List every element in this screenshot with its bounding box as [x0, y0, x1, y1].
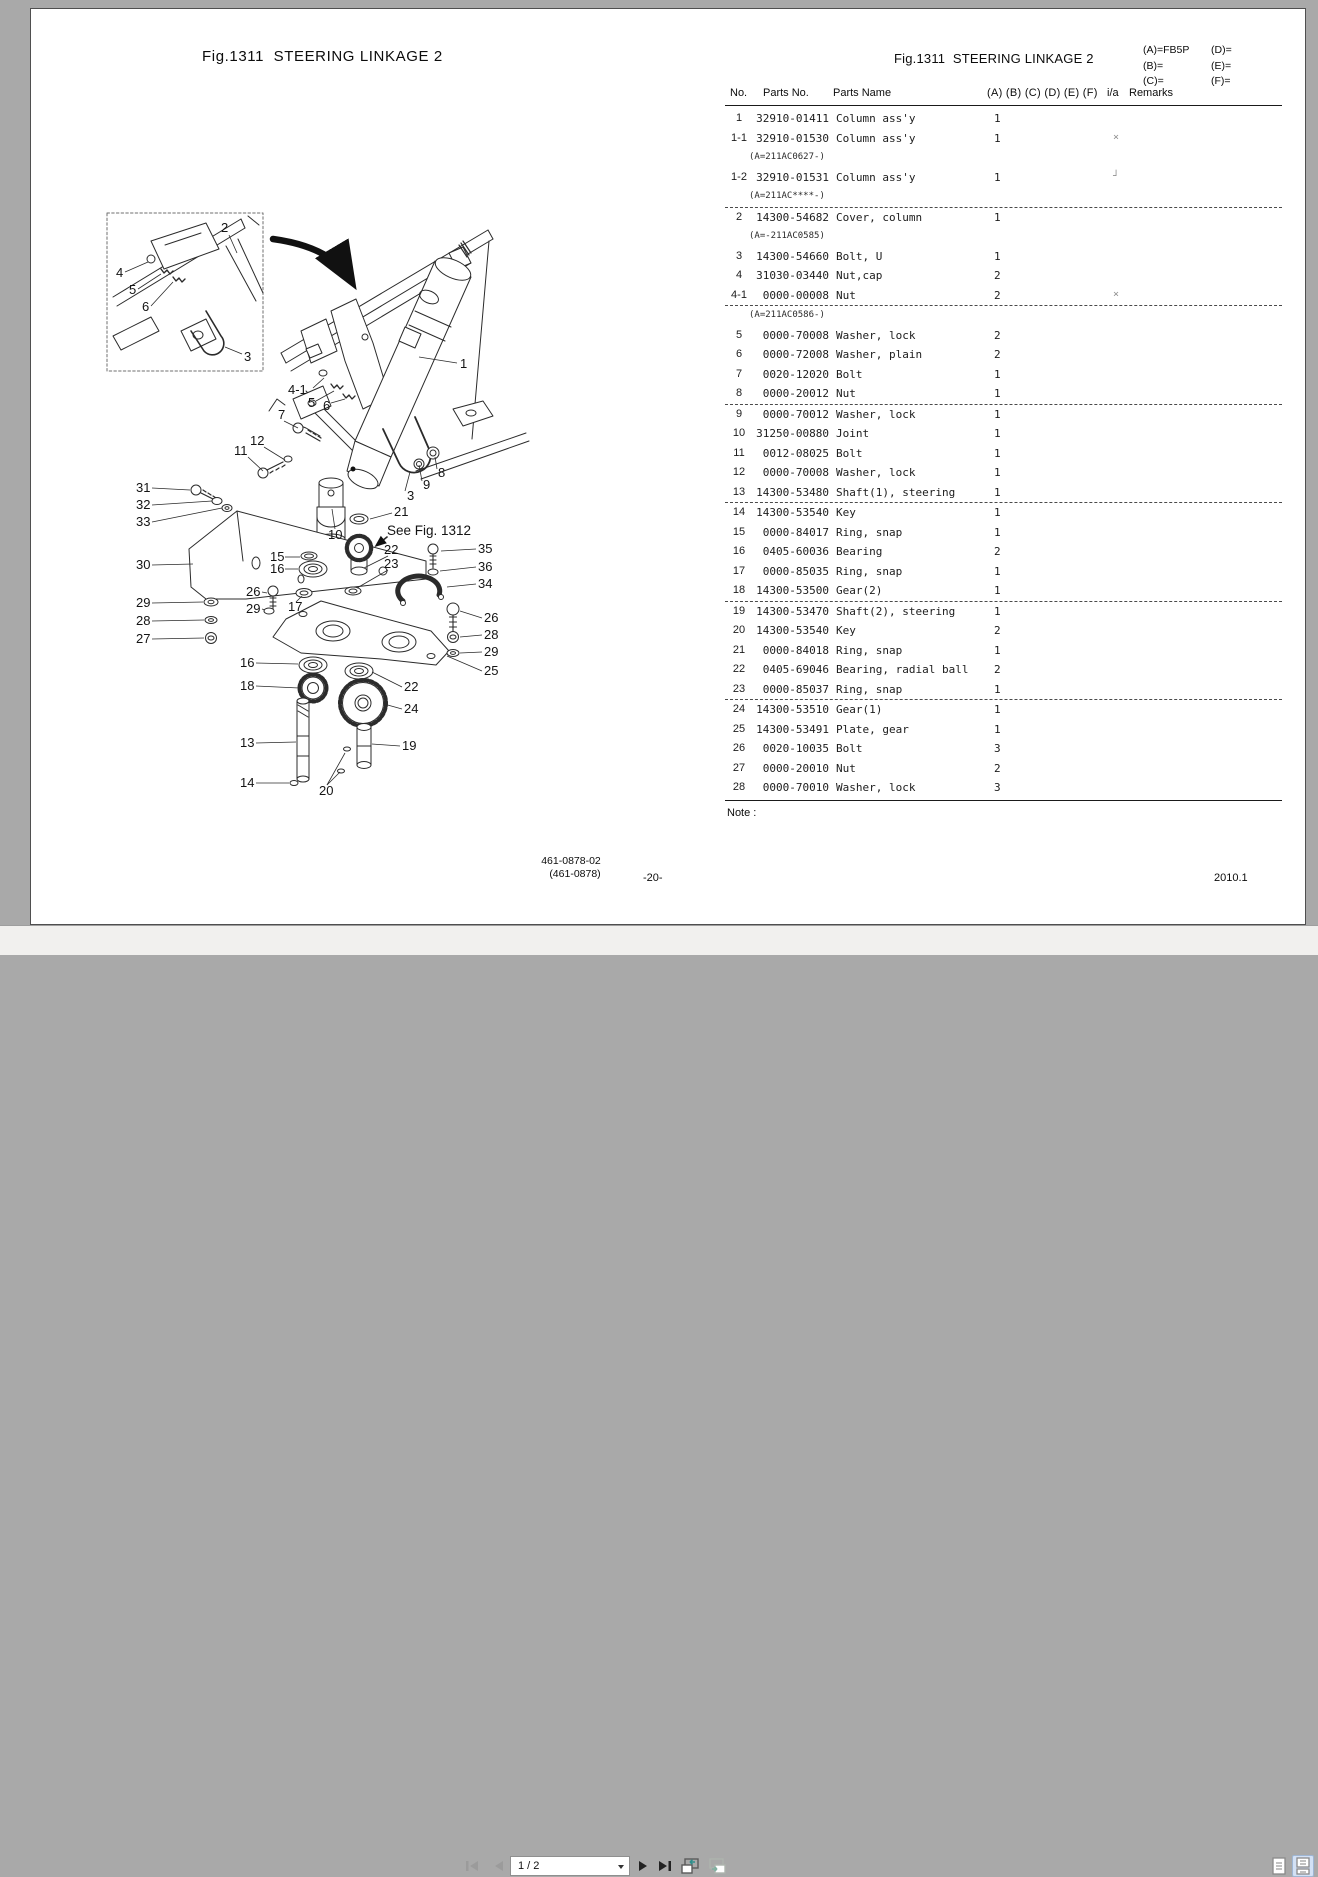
callout-label: 16: [270, 561, 285, 576]
row-qty: 1: [994, 564, 1001, 578]
table-bottom-rule: [725, 800, 1282, 801]
fastener-stack-left: [204, 598, 218, 644]
viewer-toolbar: [0, 925, 1318, 1872]
continuous-view-button[interactable]: [1292, 1855, 1314, 1877]
table-row: [725, 680, 1282, 700]
row-no: 1-1: [731, 131, 747, 144]
row-qty: 2: [994, 624, 1001, 637]
figure-title-left: Fig.1311 STEERING LINKAGE 2: [202, 48, 443, 65]
row-qty: 1: [994, 703, 1001, 716]
curved-arrow: [273, 239, 350, 279]
row-parts-no: 31030-03440: [756, 269, 829, 282]
parts-table-header: [725, 87, 1282, 101]
row-parts-no: 14300-53470: [756, 604, 829, 618]
row-parts-no: 14300-54682: [756, 210, 829, 224]
row-no: 6: [735, 348, 743, 360]
row-qty: 1: [994, 525, 1001, 539]
row-parts-no: 0000-70008: [762, 466, 829, 479]
row-parts-name: Washer, lock: [836, 328, 916, 342]
header-parts-no: Parts No.: [763, 87, 809, 99]
callout-label: 1: [460, 356, 468, 371]
row-qty: 2: [994, 348, 1001, 361]
callout-label: 17: [288, 599, 303, 614]
row-parts-no: 0405-60036: [762, 545, 829, 558]
row-no: 3: [735, 249, 743, 262]
row-no: 19: [732, 604, 746, 617]
header-variants: (A) (B) (C) (D) (E) (F): [987, 87, 1098, 99]
row-qty: 1: [994, 249, 1001, 263]
row-no: 5: [735, 328, 743, 341]
applicability-note-row: [725, 187, 1282, 207]
table-row: [725, 384, 1282, 404]
table-row: [725, 208, 1282, 228]
row-no: 12: [732, 466, 746, 478]
row-parts-no: 0020-10035: [762, 742, 829, 755]
callout-label: 15: [270, 549, 285, 564]
callout-label: 25: [484, 663, 499, 678]
callout-label: 29: [246, 601, 261, 616]
last-page-button[interactable]: [655, 1856, 675, 1876]
row-parts-no: 0000-84018: [762, 643, 829, 657]
table-row: [725, 463, 1282, 483]
exploded-diagram: [61, 201, 561, 841]
row-parts-name: Nut: [836, 288, 856, 302]
row-no: 14: [732, 506, 746, 518]
first-page-button[interactable]: [462, 1856, 482, 1876]
row-qty: 1: [994, 427, 1001, 440]
callout-label: 26: [484, 610, 499, 625]
table-top-rule: [725, 105, 1282, 106]
fastener-stack-right: [447, 603, 459, 657]
row-parts-name: Bolt: [836, 367, 863, 381]
row-parts-name: Gear(2): [836, 584, 883, 597]
row-parts-name: Ring, snap: [836, 643, 903, 657]
row-no: 7: [735, 367, 743, 380]
table-row: [725, 641, 1282, 661]
row-parts-name: Nut: [836, 387, 856, 400]
table-row: [725, 129, 1282, 149]
callout-label: 19: [402, 738, 417, 753]
callout-label: 3: [244, 349, 252, 364]
row-no: 22: [732, 663, 746, 675]
row-parts-no: 0000-00008: [762, 288, 829, 302]
page-indicator: 1 / 2: [518, 1860, 540, 1872]
header-remarks: Remarks: [1129, 87, 1174, 99]
row-parts-name: Column ass'y: [836, 170, 916, 184]
row-parts-no: 32910-01411: [756, 112, 829, 125]
row-parts-name: Ring, snap: [836, 682, 903, 696]
table-row: [725, 424, 1282, 444]
callout-label: 29: [136, 595, 151, 610]
callout-label: 5: [129, 282, 137, 297]
row-parts-name: Bolt: [836, 742, 863, 755]
table-row: [725, 483, 1282, 503]
bolt-washer-group-left-top: [191, 485, 232, 512]
table-row: [725, 581, 1282, 601]
callout-label: 26: [246, 584, 261, 599]
parts-table-rows: [725, 109, 1282, 798]
page-number-combobox[interactable]: [510, 1856, 630, 1876]
row-no: 13: [732, 485, 746, 498]
callout-label: 36: [478, 559, 493, 574]
callout-label: 8: [438, 465, 446, 480]
row-parts-no: 0020-12020: [762, 367, 829, 381]
row-parts-no: 0000-85037: [762, 682, 829, 696]
row-parts-no: 0405-69046: [762, 663, 829, 676]
row-no: 8: [735, 387, 743, 399]
table-row: [725, 168, 1282, 188]
table-row: [725, 700, 1282, 720]
table-row: [725, 405, 1282, 425]
callout-label: 24: [404, 701, 419, 716]
row-no: 16: [732, 545, 746, 557]
row-parts-name: Washer, lock: [836, 466, 916, 479]
row-qty: 3: [994, 742, 1001, 755]
table-row: [725, 286, 1282, 306]
applicability-note: (A=-211AC0585): [749, 231, 825, 241]
pdf-page: [30, 8, 1306, 925]
gear-group-lower: [299, 657, 386, 726]
row-parts-no: 14300-53510: [756, 703, 829, 716]
row-qty: 2: [994, 761, 1001, 775]
row-no: 4-1: [731, 288, 747, 301]
row-parts-no: 0000-70008: [762, 328, 829, 342]
callout-label: 14: [240, 775, 255, 790]
row-no: 11: [733, 446, 745, 459]
table-row: [725, 345, 1282, 365]
row-ia-mark: ┘: [1112, 170, 1120, 182]
footer-date: 2010.1: [1214, 872, 1248, 884]
row-no: 1-2: [731, 170, 747, 183]
callout-label: 22: [404, 679, 419, 694]
callout-label: 22: [384, 542, 399, 557]
table-row: [725, 247, 1282, 267]
applicability-note-row: [725, 306, 1282, 326]
callout-label: 29: [484, 644, 499, 659]
row-parts-name: Bearing, radial ball: [836, 663, 969, 676]
row-parts-name: Bolt: [836, 446, 863, 460]
applicability-note: (A=211AC****-): [749, 191, 825, 201]
callout-label: 21: [394, 504, 409, 519]
row-qty: 2: [994, 288, 1001, 302]
row-qty: 2: [994, 545, 1001, 558]
applicability-note: (A=211AC0586-): [749, 310, 825, 320]
table-row: [725, 759, 1282, 779]
applicability-note-row: [725, 148, 1282, 168]
row-parts-name: Washer, plain: [836, 348, 923, 361]
table-row: [725, 444, 1282, 464]
row-no: 27: [732, 761, 746, 774]
table-row: [725, 778, 1282, 798]
row-parts-no: 14300-53480: [756, 485, 829, 499]
callout-label: 10: [328, 527, 343, 542]
row-qty: 1: [994, 446, 1001, 460]
row-parts-name: Gear(1): [836, 703, 883, 716]
row-parts-name: Shaft(2), steering: [836, 604, 956, 618]
row-qty: 1: [994, 506, 1001, 519]
table-row: [725, 720, 1282, 740]
row-no: 15: [732, 525, 746, 538]
footer-document-number: 461-0878-02 (461-0878): [541, 855, 601, 880]
row-parts-no: 14300-54660: [756, 249, 829, 263]
row-parts-name: Key: [836, 624, 856, 637]
callout-label: 32: [136, 497, 151, 512]
applicability-note: (A=211AC0627-): [749, 152, 825, 162]
row-qty: 1: [994, 367, 1001, 381]
row-qty: 1: [994, 210, 1001, 224]
row-parts-no: 0000-70012: [762, 407, 829, 421]
single-page-view-button[interactable]: [1268, 1855, 1290, 1877]
row-parts-no: 0000-84017: [762, 525, 829, 539]
callout-label: 12: [250, 433, 265, 448]
row-parts-no: 14300-53500: [756, 584, 829, 597]
row-parts-name: Washer, lock: [836, 781, 916, 794]
callout-label: 7: [278, 407, 286, 422]
row-parts-no: 0012-08025: [762, 446, 829, 460]
previous-page-button[interactable]: [489, 1856, 509, 1876]
row-qty: 1: [994, 131, 1001, 145]
row-qty: 1: [994, 682, 1001, 696]
chevron-down-icon: [618, 1865, 624, 1869]
table-row: [725, 326, 1282, 346]
row-no: 26: [732, 742, 746, 754]
note-label: Note :: [727, 806, 757, 819]
row-parts-no: 32910-01530: [756, 131, 829, 145]
row-qty: 1: [994, 170, 1001, 184]
table-row: [725, 660, 1282, 680]
next-page-button[interactable]: [633, 1856, 653, 1876]
callout-label: 9: [423, 477, 431, 492]
row-parts-name: Shaft(1), steering: [836, 485, 956, 499]
table-row: [725, 602, 1282, 622]
callout-label: 30: [136, 557, 151, 572]
row-qty: 2: [994, 328, 1001, 342]
callout-label: 31: [136, 480, 151, 495]
row-parts-name: Ring, snap: [836, 564, 903, 578]
row-no: 25: [732, 722, 746, 735]
model-key-column-a: (A)=FB5P (B)= (C)=: [1143, 44, 1190, 87]
callout-label: 2: [221, 220, 229, 235]
row-parts-name: Key: [836, 506, 856, 519]
row-parts-no: 0000-85035: [762, 564, 829, 578]
row-parts-name: Nut: [836, 761, 856, 775]
row-qty: 1: [994, 407, 1001, 421]
row-qty: 1: [994, 387, 1001, 400]
table-row: [725, 523, 1282, 543]
row-parts-name: Washer, lock: [836, 407, 916, 421]
table-row: [725, 503, 1282, 523]
row-no: 28: [732, 781, 746, 793]
callout-label: 6: [142, 299, 150, 314]
callout-label: 16: [240, 655, 255, 670]
row-parts-name: Cover, column: [836, 210, 923, 224]
header-ia: i/a: [1107, 87, 1119, 99]
row-parts-name: Column ass'y: [836, 112, 916, 125]
callout-label: 4-1: [288, 382, 307, 397]
callout-label: 6: [323, 398, 331, 413]
row-parts-name: Plate, gear: [836, 722, 909, 736]
row-no: 4: [735, 269, 743, 281]
table-row: [725, 542, 1282, 562]
row-qty: 1: [994, 584, 1001, 597]
row-ia-mark: ×: [1112, 131, 1120, 143]
callout-label: 27: [136, 631, 151, 646]
callout-label: 33: [136, 514, 151, 529]
row-qty: 1: [994, 722, 1001, 736]
row-parts-no: 0000-20010: [762, 761, 829, 775]
table-row: [725, 266, 1282, 286]
row-no: 23: [732, 682, 746, 695]
callout-label: 13: [240, 735, 255, 750]
row-parts-name: Nut,cap: [836, 269, 883, 282]
callout-label: 28: [484, 627, 499, 642]
callout-label: 5: [308, 395, 316, 410]
callout-label: 4: [116, 265, 124, 280]
callout-label: 18: [240, 678, 255, 693]
row-parts-name: Bolt, U: [836, 249, 883, 263]
row-ia-mark: ×: [1112, 288, 1120, 300]
row-qty: 1: [994, 112, 1001, 125]
parts-table: [725, 87, 1282, 819]
header-parts-name: Parts Name: [833, 87, 892, 99]
row-parts-no: 32910-01531: [756, 170, 829, 184]
callout-label: 34: [478, 576, 493, 591]
model-key-column-b: (D)= (E)= (F)=: [1211, 44, 1232, 87]
figure-title-right: Fig.1311 STEERING LINKAGE 2: [894, 51, 1094, 66]
row-no: 17: [732, 564, 746, 577]
row-qty: 1: [994, 466, 1001, 479]
callout-label: 3: [407, 488, 415, 503]
row-qty: 2: [994, 663, 1001, 676]
row-no: 1: [735, 112, 743, 124]
callout-label: 35: [478, 541, 493, 556]
footer-page-number: -20-: [643, 872, 663, 884]
row-parts-no: 14300-53491: [756, 722, 829, 736]
row-no: 21: [732, 643, 746, 656]
row-parts-no: 14300-53540: [756, 506, 829, 519]
row-parts-no: 14300-53540: [756, 624, 829, 637]
callout-label: 20: [319, 783, 334, 798]
table-row: [725, 365, 1282, 385]
previous-view-button[interactable]: [679, 1856, 703, 1876]
row-qty: 1: [994, 643, 1001, 657]
row-parts-no: 31250-00880: [756, 427, 829, 440]
table-row: [725, 562, 1282, 582]
row-qty: 1: [994, 485, 1001, 499]
row-no: 2: [735, 210, 743, 223]
row-no: 9: [735, 407, 743, 420]
row-no: 18: [732, 584, 746, 596]
header-no: No.: [730, 87, 748, 99]
table-row: [725, 109, 1282, 129]
row-qty: 3: [994, 781, 1001, 794]
row-parts-name: Bearing: [836, 545, 883, 558]
row-parts-no: 0000-72008: [762, 348, 829, 361]
row-no: 10: [732, 427, 746, 439]
row-parts-no: 0000-20012: [762, 387, 829, 400]
applicability-note-row: [725, 227, 1282, 247]
next-view-button[interactable]: [705, 1856, 729, 1876]
row-parts-name: Ring, snap: [836, 525, 903, 539]
table-row: [725, 621, 1282, 641]
row-parts-name: Column ass'y: [836, 131, 916, 145]
row-qty: 1: [994, 604, 1001, 618]
row-qty: 2: [994, 269, 1001, 282]
callout-label: 11: [234, 443, 248, 458]
table-row: [725, 739, 1282, 759]
callout-label: 23: [384, 556, 399, 571]
callout-label: 28: [136, 613, 151, 628]
row-parts-name: Joint: [836, 427, 870, 440]
see-fig-reference: See Fig. 1312: [387, 523, 472, 538]
row-parts-no: 0000-70010: [762, 781, 829, 794]
row-no: 24: [732, 703, 746, 715]
row-no: 20: [732, 624, 746, 636]
